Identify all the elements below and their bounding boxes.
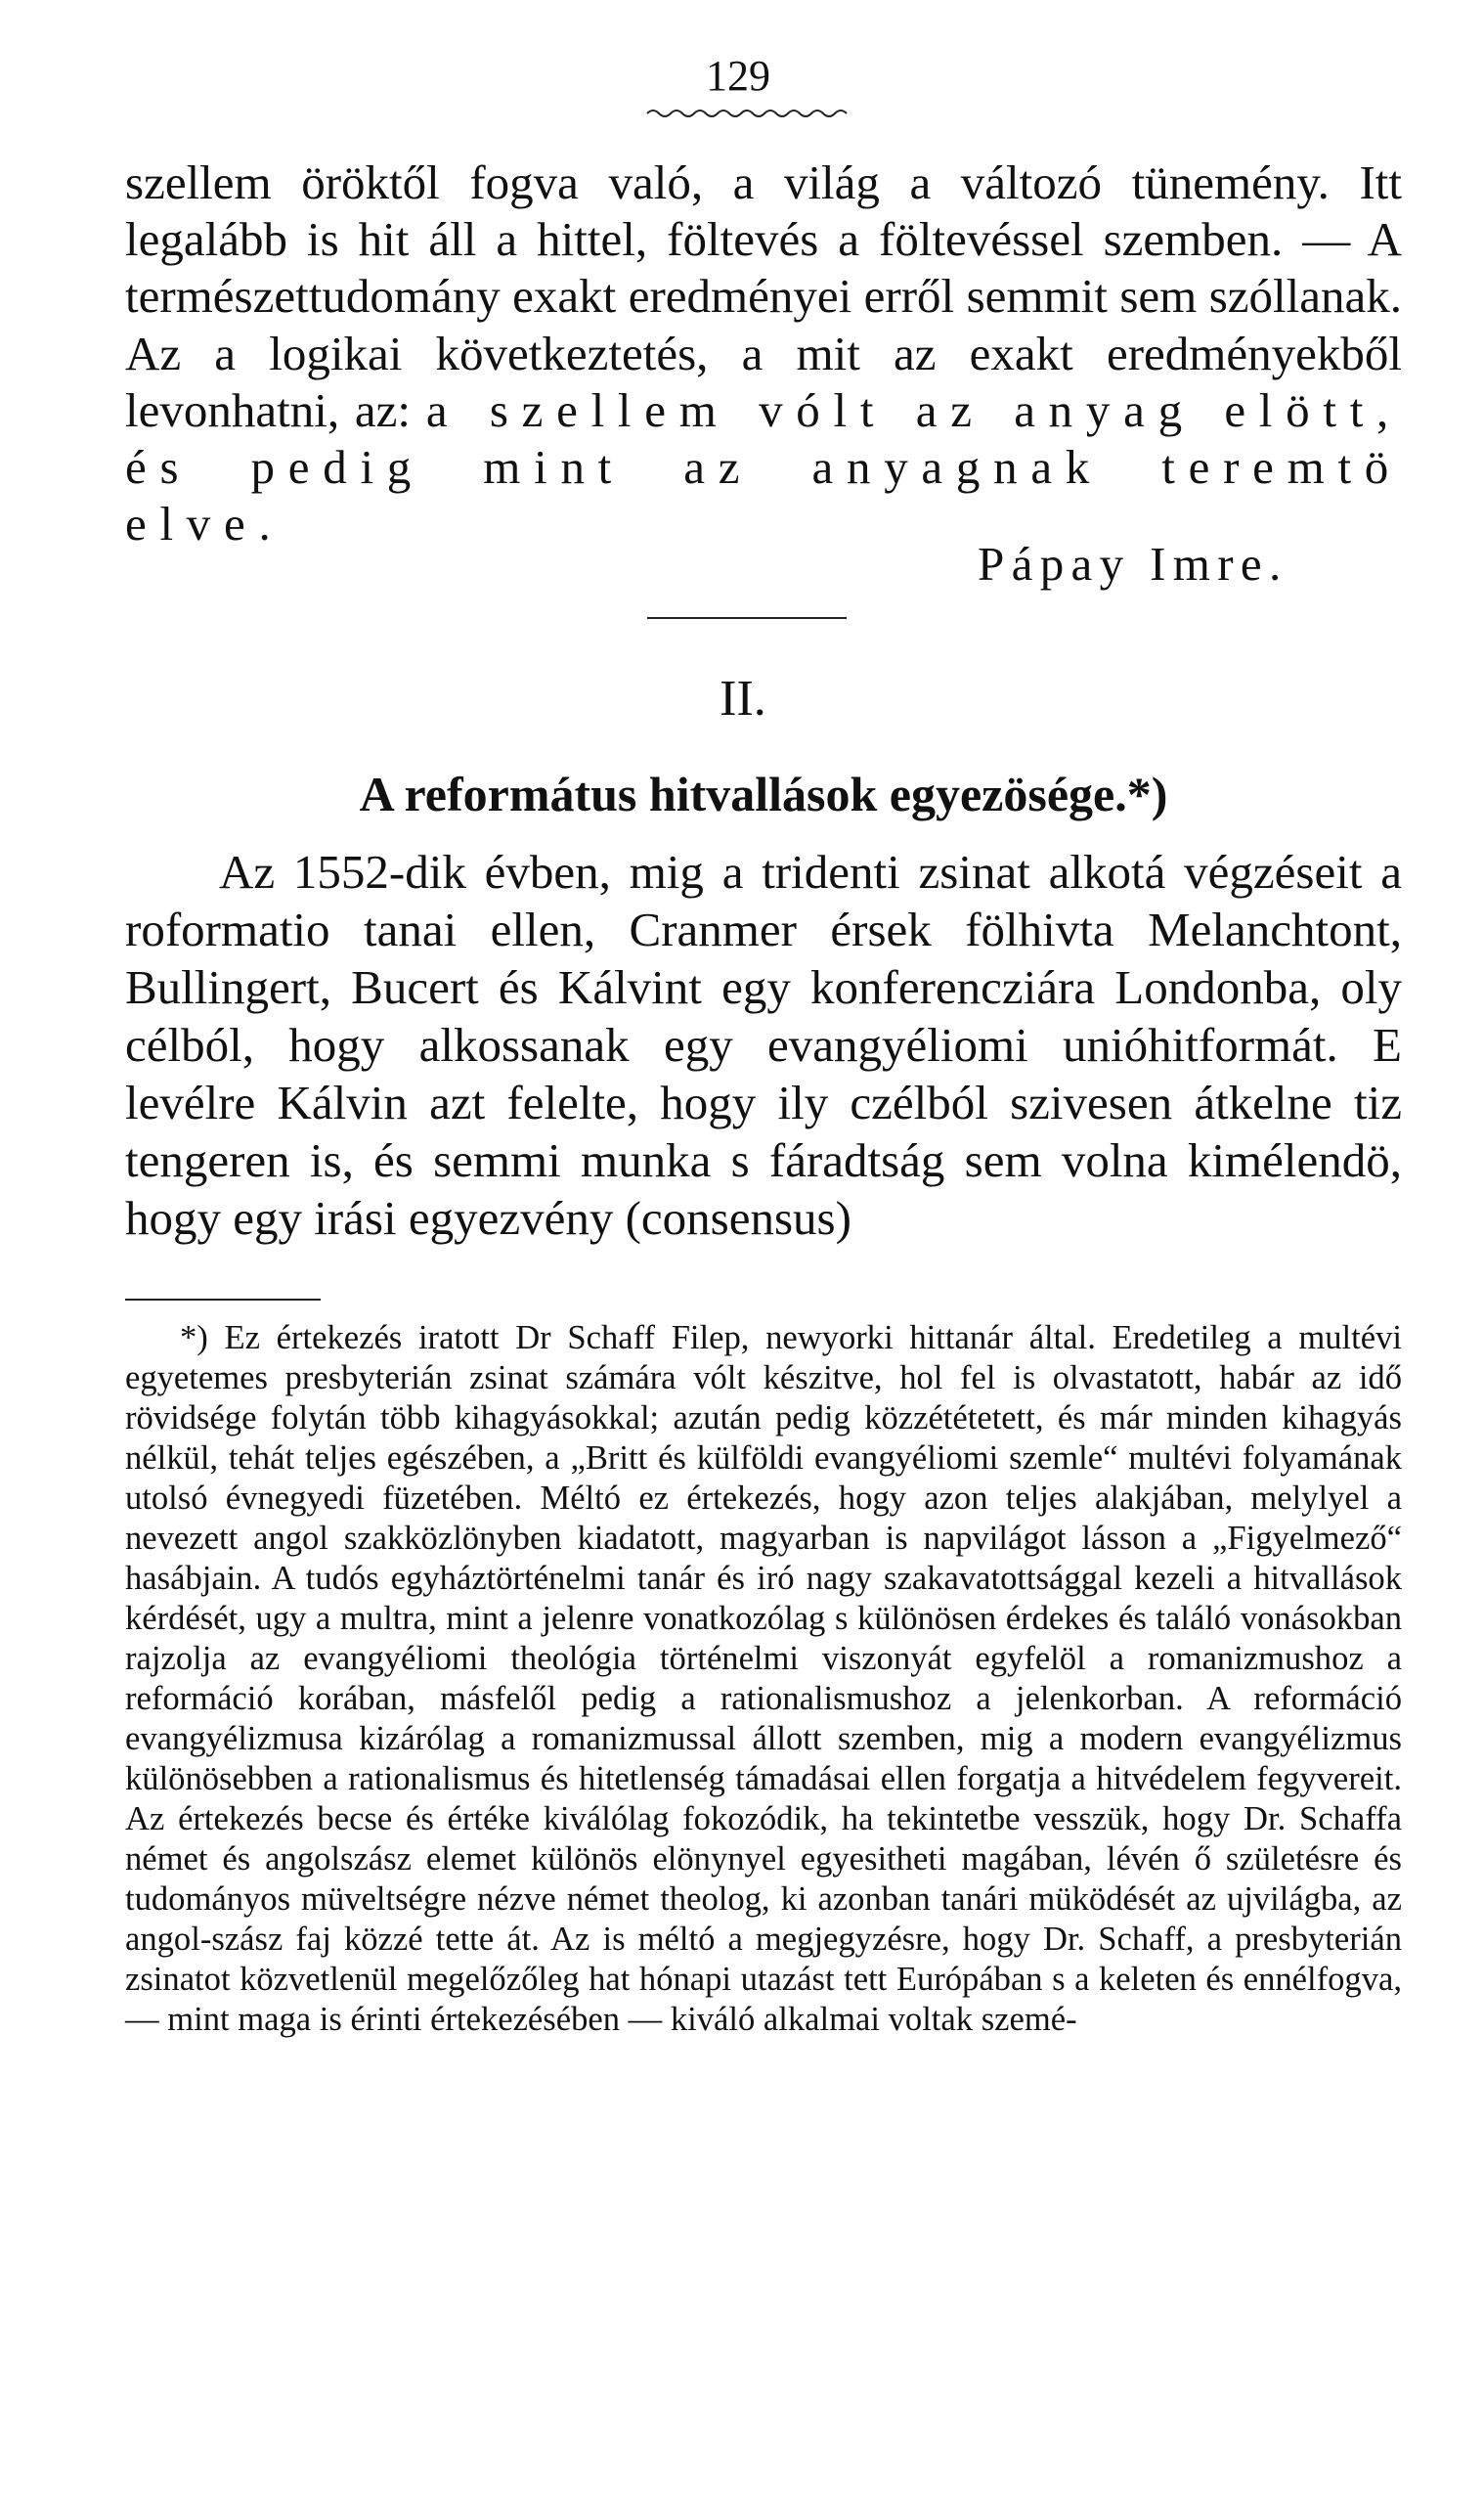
section-paragraph: Az 1552-dik évben, mig a tridenti zsinat alkotá végzéseit a roformatio tanai ellen, Cranmer érsek fölhivta Melanchtont, Bullingert, Bucert és Kálvint egy konferencziára Londonba, oly célból, hogy alkossanak egy evangyéliomi unióhitformát. E levélre Kálvin azt felelte, hogy ily czélból szivesen átkelne tiz tengeren is, és semmi munka s fáradtság sem volna kimélendö, hogy egy irási egyezvény (consensus) [125, 845, 1402, 1245]
page-number: 129 [706, 52, 770, 100]
author-signature: Pápay Imre. [978, 537, 1288, 591]
intro-text: szellem öröktől fogva való, a világ a változó tünemény. Itt legalább is hit áll a hittel, föltevés a föltevéssel szemben. — A természettudomány exakt eredményei erről semmit sem szóllanak. Az a logikai következtetés, a mit az exakt eredményekből levonhatni, az: [125, 155, 1402, 437]
section-number: II. [720, 671, 766, 727]
footnote-divider [125, 1299, 321, 1301]
wavy-ornament-icon [645, 106, 851, 121]
section-divider [647, 617, 847, 619]
footnote-text: *) Ez értekezés iratott Dr Schaff Filep, newyorki hittanár által. Eredetileg a multévi egyetemes presbyterián zsinat számára vólt készitve, hol fel is olvastatott, habár az idő rövidsége folytán több kihagyásokkal; azután pedig közzététetett, és már minden kihagyás nélkül, tehát teljes egészében, a „Britt és külföldi evangyéliomi szemle“ multévi folyamának utolsó évnegyedi füzetében. Méltó ez értekezés, hogy azon teljes alakjában, melylyel a nevezett angol szakközlönyben kiadatott, magyarban is napvilágot lásson a „Figyelmező“ hasábjain. A tudós egyháztörténelmi tanár és iró nagy szakavatottsággal kezeli a hitvallások kérdését, ugy a multra, mint a jelenre vonatkozólag s különösen érdekes és találó vonásokban rajzolja az evangyéliomi theológia történelmi viszonyát egyfelöl a romanizmushoz a reformáció korában, másfelől pedig a rationalismushoz a jelenkorban. A reformáció evangyélizmusa kizárólag a romanizmussal állott szemben, mig a modern evangyélizmus különösebben a rationalismus és hitetlenség támadásai ellen forgatja a hitvédelem fegyvereit. Az értekezés becse és értéke kiválólag fokozódik, ha tekintetbe vesszük, hogy Dr. Schaffa német és angolszász elemet különös elönynyel egyesitheti magában, lévén ő születésre és tudományos müveltségre nézve német theolog, ki azonban tanári müködését az ujvilágba, az angol-szász faj közzé tette át. Az is méltó a megjegyzésre, hogy Dr. Schaff, a presbyterián zsinatot közvetlenül megelőzőleg hat hónapi utazást tett Európában s a keleten és ennélfogva, — mint maga is érinti értekezésében — kiváló alkalmai voltak szemé- [125, 1319, 1402, 2038]
intro-emphasis: a szellem vólt az anyag elött, és pedig mint az anyagnak teremtö elve. [125, 382, 1402, 552]
section-title: A református hitvallások egyezösége.*) [359, 767, 1168, 821]
intro-paragraph [125, 155, 1402, 552]
